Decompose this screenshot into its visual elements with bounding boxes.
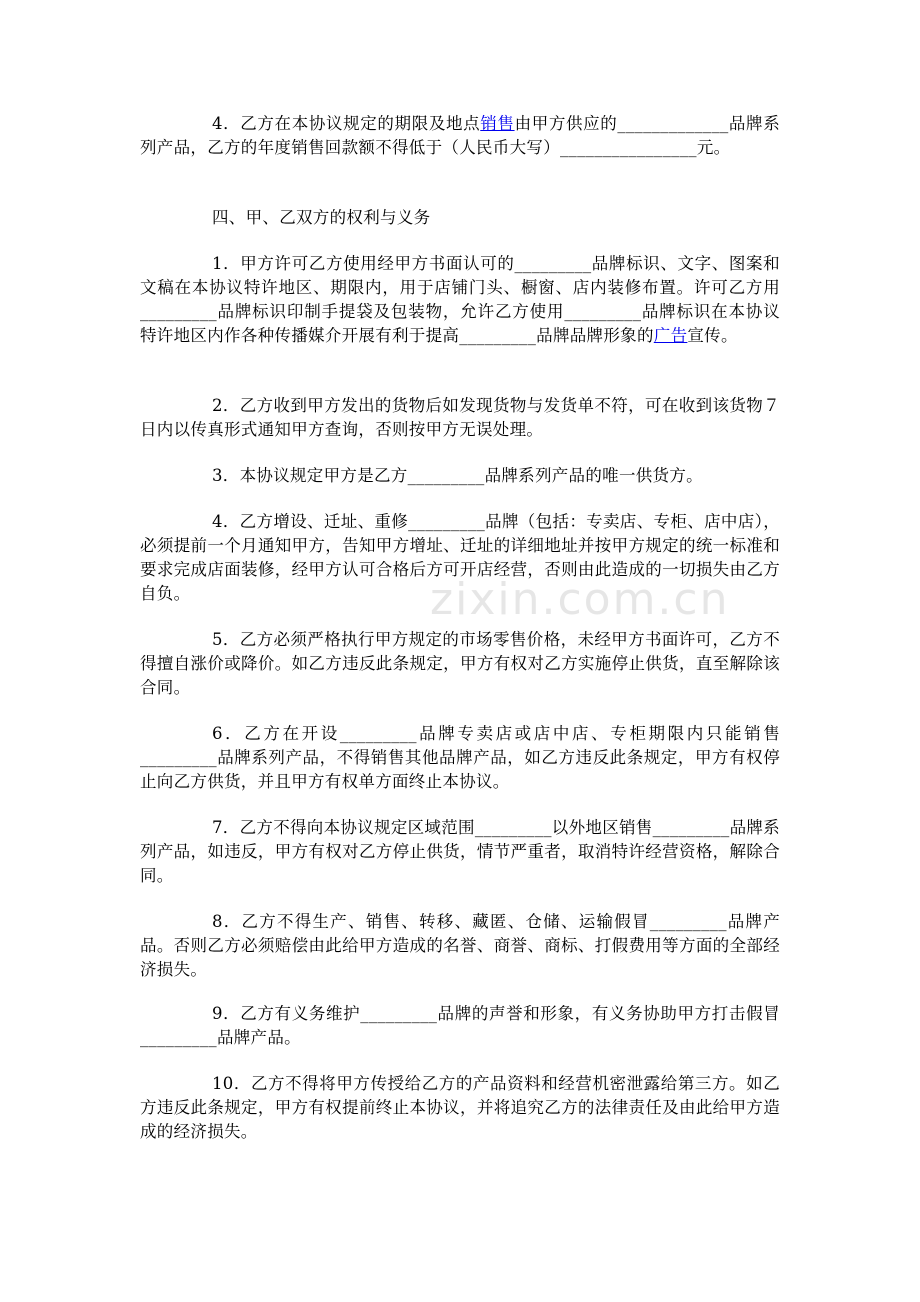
clause-text: 元。 xyxy=(696,138,731,157)
clause-text: 宣传。 xyxy=(687,326,738,345)
clause-text: 品牌标识、文字、图案和文稿在本协议特许地区、期限内，用于店铺门头、橱窗、店内装修布置。许可乙方用 xyxy=(140,254,780,297)
section-heading xyxy=(140,206,780,230)
blank-field: _________ xyxy=(514,254,592,273)
right-clause-6 xyxy=(140,722,780,794)
blank-field: _________ xyxy=(652,818,730,837)
clause-text: 4．乙方在本协议规定的期限及地点 xyxy=(212,114,481,133)
clause-text: 4．乙方增设、迁址、重修 xyxy=(212,512,409,531)
right-clause-8 xyxy=(140,910,780,982)
right-clause-7 xyxy=(140,816,780,888)
link-sales[interactable]: 销售 xyxy=(480,114,515,133)
clause-text: 品牌专卖店或店中店、专柜期限内只能销售 xyxy=(416,724,780,743)
clause-text: 由甲方供应的 xyxy=(514,114,618,133)
blank-field: _________ xyxy=(408,512,486,531)
clause-text: 品牌标识在本协议特许地区内作各种传播媒介开展有利于提高 xyxy=(140,302,781,345)
right-clause-2 xyxy=(140,394,780,442)
clause-text: 3．本协议规定甲方是乙方 xyxy=(212,466,408,485)
blank-field: ________________ xyxy=(560,138,697,157)
watermark: zixin.com.cn xyxy=(430,574,730,625)
clause-text: 品牌产品。否则乙方必须赔偿由此给甲方造成的名誉、商誉、商标、打假费用等方面的全部经济损失。 xyxy=(140,912,781,979)
clause-text: 7．乙方不得向本协议规定区域范围 xyxy=(212,818,475,837)
clause-text: 6．乙方在开设 xyxy=(212,724,340,743)
clause-text: 品牌品牌形象的 xyxy=(536,326,654,345)
clause-text: 品牌产品。 xyxy=(216,1028,301,1047)
right-clause-9 xyxy=(140,1002,780,1050)
blank-field: _________ xyxy=(140,302,217,321)
right-clause-5 xyxy=(140,628,780,700)
right-clause-3 xyxy=(140,464,780,488)
clause-text: 9．乙方有义务维护 xyxy=(212,1004,361,1023)
section-heading-text: 四、甲、乙双方的权利与义务 xyxy=(212,208,431,227)
right-clause-4 xyxy=(140,510,780,606)
clause-text: 5．乙方必须严格执行甲方规定的市场零售价格，未经甲方书面许可，乙方不得擅自涨价或降价。如乙方违反此条规定，甲方有权对乙方实施停止供货，直至解除该合同。 xyxy=(140,630,780,697)
blank-field: _________ xyxy=(474,818,552,837)
right-clause-10 xyxy=(140,1072,780,1144)
clause-text: 以外地区销售 xyxy=(551,818,653,837)
blank-field: _________ xyxy=(339,724,417,743)
clause-text: 品牌（包括：专卖店、专柜、店中店），必须提前一个月通知甲方，告知甲方增址、迁址的详细地址并按甲方规定的统一标准和要求完成店面装修，经甲方认可合格后方可开店经营，否则由此造成的一切损失由乙方自负。 xyxy=(140,512,780,603)
link-advertising[interactable]: 广告 xyxy=(653,326,688,345)
blank-field: _________ xyxy=(407,466,485,485)
clause-text: 品牌的声誉和形象，有义务协助甲方打击假冒 xyxy=(437,1004,781,1023)
blank-field: _________ xyxy=(649,912,727,931)
clause-text: 品牌系列产品，如违反，甲方有权对乙方停止供货，情节严重者，取消特许经营资格，解除合同。 xyxy=(140,818,780,885)
clause-text: 品牌系列产品，不得销售其他品牌产品，如乙方违反此条规定，甲方有权停止向乙方供货，并且甲方有权单方面终止本协议。 xyxy=(140,748,780,791)
right-clause-1 xyxy=(140,252,780,348)
clause-text: 品牌系列产品的唯一供货方。 xyxy=(484,466,703,485)
blank-field: _____________ xyxy=(617,114,729,133)
clause-text: 10．乙方不得将甲方传授给乙方的产品资料和经营机密泄露给第三方。如乙方违反此条规定，甲方有权提前终止本协议，并将追究乙方的法律责任及由此给甲方造成的经济损失。 xyxy=(140,1074,780,1141)
blank-field: _________ xyxy=(564,302,642,321)
blank-field: _________ xyxy=(140,1028,217,1047)
clause-4-sales xyxy=(140,112,780,160)
clause-text: 2．乙方收到甲方发出的货物后如发现货物与发货单不符，可在收到该货物７日内以传真形式通知甲方查询，否则按甲方无误处理。 xyxy=(140,396,780,439)
blank-field: _________ xyxy=(360,1004,438,1023)
clause-text: 品牌系列产品，乙方的年度销售回款额不得低于（人民币大写） xyxy=(140,114,781,157)
clause-text: 品牌标识印制手提袋及包装物，允许乙方使用 xyxy=(216,302,565,321)
clause-text: 1．甲方许可乙方使用经甲方书面认可的 xyxy=(212,254,515,273)
blank-field: _________ xyxy=(140,748,217,767)
clause-text: 8．乙方不得生产、销售、转移、藏匿、仓储、运输假冒 xyxy=(212,912,650,931)
blank-field: _________ xyxy=(459,326,537,345)
